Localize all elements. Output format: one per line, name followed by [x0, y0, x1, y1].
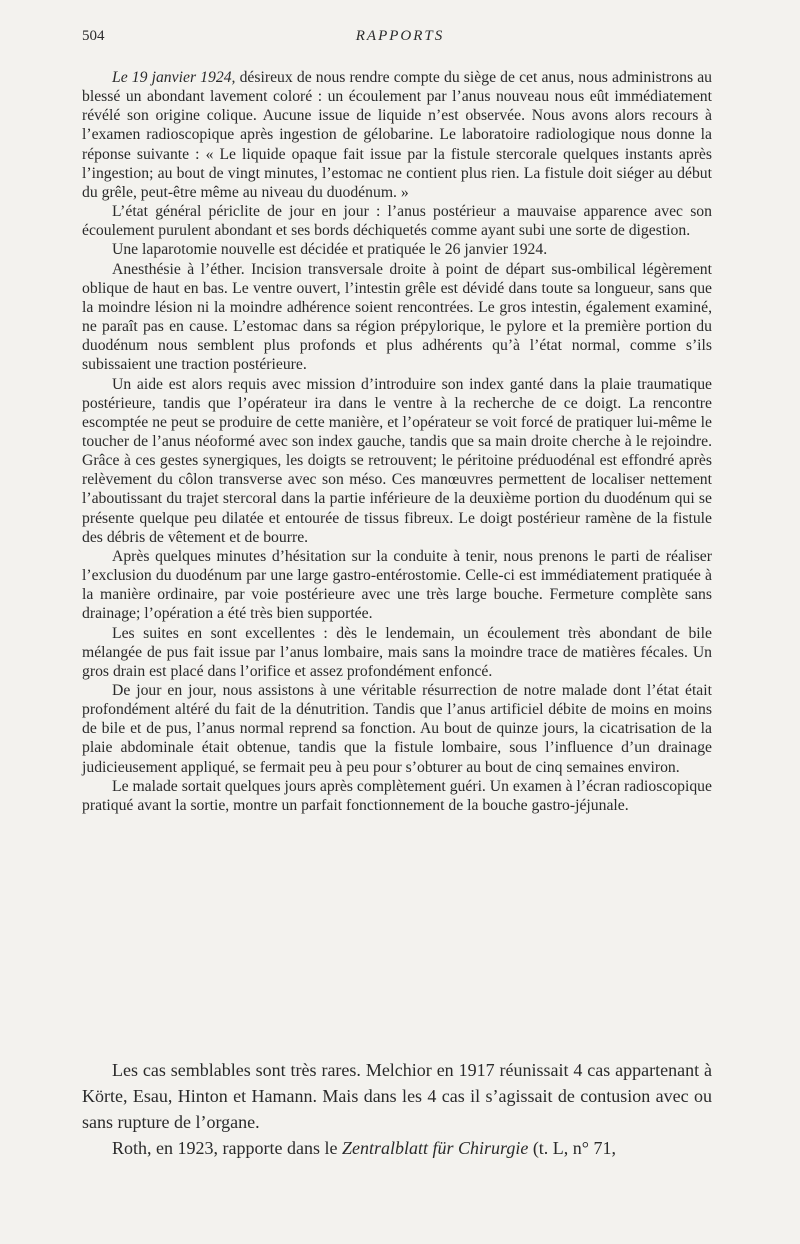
paragraph: Roth, en 1923, rapporte dans le Zentralblatt für Chirurgie (t. L, n° 71,: [112, 1138, 617, 1158]
journal-title: Zentralblatt für Chirurgie: [341, 1138, 529, 1158]
paragraph: Anesthésie à l’éther. Incision transversale droite à point de départ sus-ombilical légèrement oblique de haut en bas. Le ventre ouvert, l’intestin grêle est dévidé dans toute sa longueur, sans que la moindre lésion ni la moindre adhérence soient rencontrées. Le gros intestin, également examiné, ne paraît pas en cause. L’estomac dans sa région prépylorique, le pylore et la première portion du duodénum nous semblent plus profonds et plus adhérents qu’à l’état normal, comme s’ils subissaient une traction postérieure.: [82, 260, 712, 374]
paragraph: Le malade sortait quelques jours après complètement guéri. Un examen à l’écran radioscopique pratiqué avant la sortie, montre un parfait fonctionnement de la bouche gastro-jéjunale.: [82, 777, 712, 814]
paragraph: Les cas semblables sont très rares. Melchior en 1917 réunissait 4 cas appartenant à Körte, Esau, Hinton et Hamann. Mais dans les 4 cas il s’agissait de contusion avec ou sans rupture de l’organe.: [82, 1060, 712, 1132]
paragraph: Les suites en sont excellentes : dès le lendemain, un écoulement très abondant de bile mélangée de pus fait issue par l’anus lombaire, mais sans la moindre trace de matières fécales. Un gros drain est placé dans l’orifice et assez profondément enfoncé.: [82, 624, 712, 680]
date-phrase: Le 19 janvier 1924,: [112, 69, 236, 86]
paragraph: De jour en jour, nous assistons à une véritable résurrection de notre malade dont l’état était profondément altéré du fait de la dénutrition. Tandis que l’anus artificiel débite de moins en moins de bile et de pus, l’anus normal reprend sa fonction. Au bout de quinze jours, la cicatrisation de la plaie abdominale était obtenue, tandis que la fistule lombaire, sous l’influence d’un drainage judicieusement appliqué, se fermait peu à peu pour s’obturer au bout de cinq semaines environ.: [82, 682, 712, 776]
paragraph: Le 19 janvier 1924, désireux de nous rendre compte du siège de cet anus, nous administrons au blessé un abondant lavement coloré : un écoulement par l’anus nouveau nous eût immédiatement révélé son origine colique. Aucune issue de liquide n’est observée. Nous avons alors recours à l’examen radioscopique après ingestion de gélobarine. Le laboratoire radiologique nous donne la réponse suivante : « Le liquide opaque fait issue par la fistule stercorale quelques instants après l’ingestion; au bout de vingt minutes, l’estomac ne contient plus rien. La fistule doit siéger au début du grêle, peut-être même au niveau du duodénum. »: [82, 69, 712, 201]
paragraph: Un aide est alors requis avec mission d’introduire son index ganté dans la plaie traumatique postérieure, tandis que l’opérateur ira dans le ventre à la recherche de ce doigt. La rencontre escomptée ne peut se produire de cette manière, et l’opérateur se voit forcé de pratiquer lui-même le toucher de l’anus néoformé avec son index gauche, tandis que sa main droite cherche à le rejoindre. Grâce à ces gestes synergiques, les doigts se retrouvent; le péritoine préduodénal est effondré après relèvement du côlon transverse avec son méso. Ces manœuvres permettent de localiser nettement l’aboutissant du trajet stercoral dans la partie inférieure de la deuxième portion du duodénum qui se présente quelque peu dilatée et entourée de tissus fibreux. Le doigt postérieur ramène de la fistule des débris de vêtement et de bourre.: [82, 375, 712, 546]
paragraph: Une laparotomie nouvelle est décidée et pratiquée le 26 janvier 1924.: [112, 241, 548, 259]
running-header: [82, 28, 718, 48]
paragraph: L’état général périclite de jour en jour : l’anus postérieur a mauvaise apparence avec son écoulement purulent abondant et ses bords déchiquetés comme ayant subi une sorte de digestion.: [82, 203, 712, 240]
paragraph: Après quelques minutes d’hésitation sur la conduite à tenir, nous prenons le parti de réaliser l’exclusion du duodénum par une large gastro-entérostomie. Celle-ci est immédiatement pratiquée à la manière ordinaire, par voie postérieure avec une très large bouche. Fermeture complète sans drainage; l’opération a été très bien supportée.: [82, 547, 712, 623]
page-number: 504: [82, 28, 105, 44]
case-report-body: [82, 68, 712, 815]
commentary-body: [82, 1057, 712, 1161]
running-title: RAPPORTS: [355, 28, 445, 44]
